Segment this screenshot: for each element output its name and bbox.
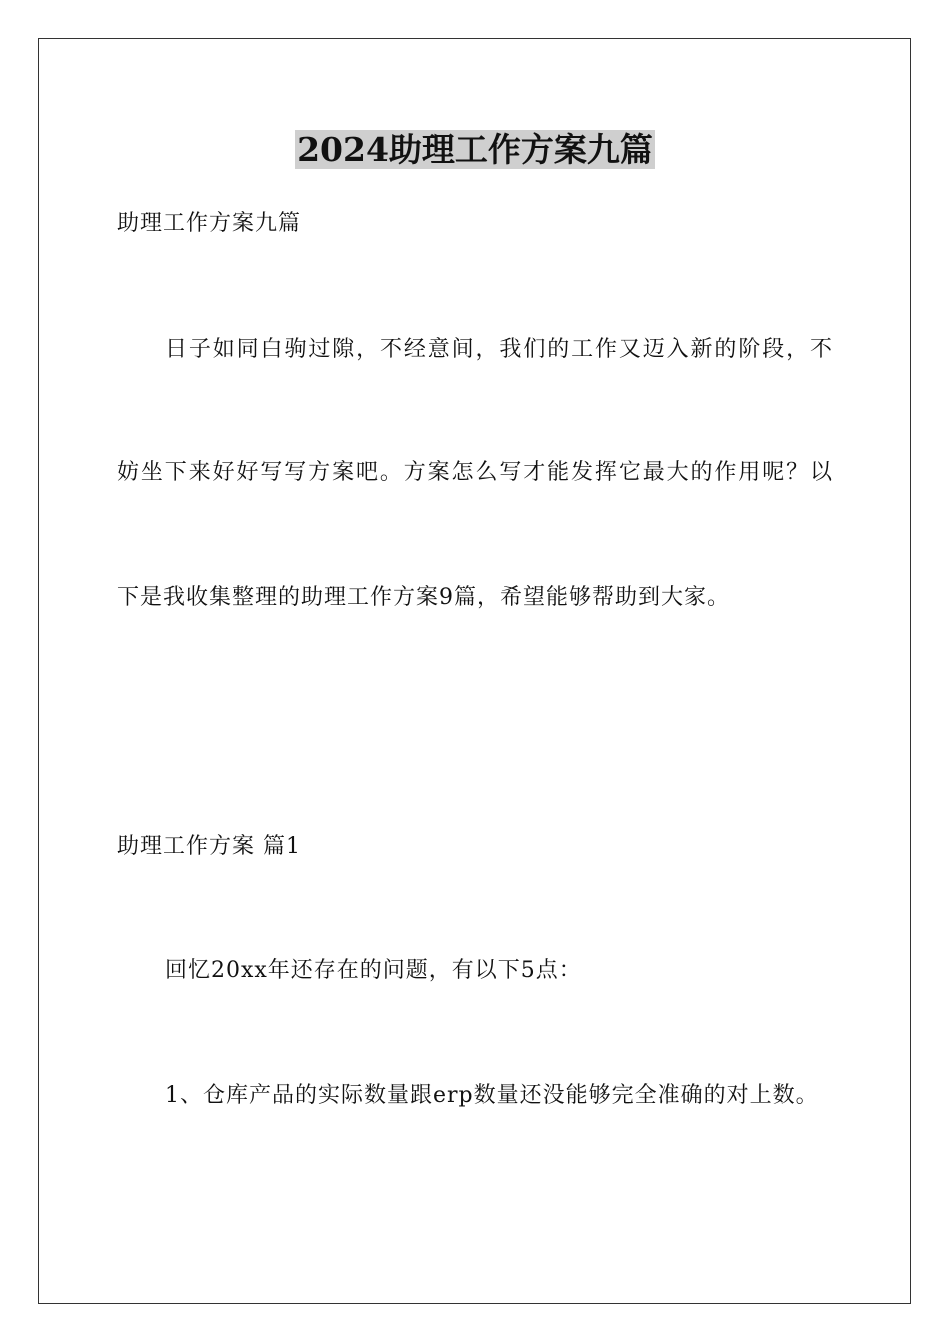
intro-paragraph-line-2: 妨坐下来好好写写方案吧。方案怎么写才能发挥它最大的作用呢？以 xyxy=(117,460,833,485)
intro-paragraph-line-1: 日子如同白驹过隙，不经意间，我们的工作又迈入新的阶段，不 xyxy=(165,337,833,362)
section-heading: 助理工作方案 篇1 xyxy=(117,834,301,859)
section-paragraph-line-2: 1、仓库产品的实际数量跟erp数量还没能够完全准确的对上数。 xyxy=(165,1083,819,1108)
intro-paragraph-line-3: 下是我收集整理的助理工作方案9篇，希望能够帮助到大家。 xyxy=(117,585,730,610)
section-paragraph-line-1: 回忆20xx年还存在的问题，有以下5点： xyxy=(165,958,582,983)
document-title xyxy=(0,128,950,172)
document-title-text: 2024助理工作方案九篇 xyxy=(297,130,653,169)
document-subtitle: 助理工作方案九篇 xyxy=(117,211,302,236)
